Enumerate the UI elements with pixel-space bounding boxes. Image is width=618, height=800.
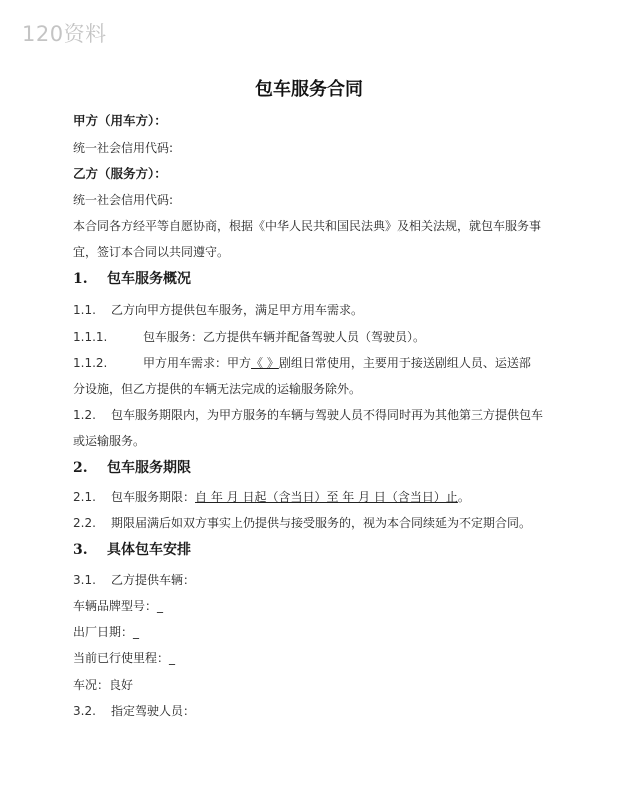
mileage-field: 当前已行使里程：_ (73, 651, 176, 665)
clause-2-1-pre: 包车服务期限： (111, 490, 196, 504)
section-3-heading (73, 542, 191, 558)
clause-1-1-1 (73, 329, 425, 345)
section-3-title: 具体包车安排 (107, 542, 191, 558)
section-1-heading (73, 271, 191, 287)
clause-1-1 (73, 302, 363, 318)
production-name-blank: 《 》 (251, 356, 279, 370)
vehicle-condition-field: 车况：良好 (73, 678, 134, 692)
clause-1-2 (73, 407, 543, 423)
manufacture-date-field: 出厂日期：_ (73, 625, 140, 639)
clause-2-1-end: 。 (457, 490, 470, 504)
preamble-line-1: 本合同各方经平等自愿协商，根据《中华人民共和国民法典》及相关法规，就包车服务事 (73, 219, 542, 233)
clause-1-2-line-2: 或运输服务。 (73, 434, 146, 448)
clause-3-2 (73, 703, 195, 719)
vehicle-model-field: 车辆品牌型号：_ (73, 599, 164, 613)
section-1-number: 1. (73, 271, 88, 287)
clause-2-2-number: 2.2. (73, 516, 96, 530)
party-b-label: 乙方（服务方）： (73, 166, 167, 181)
clause-1-1-1-text: 包车服务：乙方提供车辆并配备驾驶人员（驾驶员）。 (143, 330, 426, 344)
section-1-title: 包车服务概况 (107, 271, 191, 287)
section-3-number: 3. (73, 542, 88, 558)
clause-1-1-number: 1.1. (73, 303, 96, 317)
clause-3-1 (73, 572, 195, 588)
clause-1-2-text: 包车服务期限内，为甲方服务的车辆与驾驶人员不得同时再为其他第三方提供包车 (111, 408, 544, 422)
clause-1-1-2-pre: 甲方用车需求：甲方 (143, 356, 252, 370)
document-title: 包车服务合同 (255, 79, 363, 100)
clause-3-1-text: 乙方提供车辆： (111, 573, 196, 587)
clause-1-1-2 (73, 355, 531, 371)
clause-1-1-2-post: 剧组日常使用，主要用于接送剧组人员、运送部 (278, 356, 531, 370)
clause-3-2-text: 指定驾驶人员： (111, 704, 196, 718)
service-term-dates: 自 年 月 日起（含当日）至 年 月 日（含当日）止 (195, 490, 458, 504)
clause-1-1-1-number: 1.1.1. (73, 330, 108, 344)
section-2-number: 2. (73, 460, 88, 476)
clause-1-1-2-line-2: 分设施，但乙方提供的车辆无法完成的运输服务除外。 (73, 382, 362, 396)
section-2-title: 包车服务期限 (107, 460, 191, 476)
clause-1-1-text: 乙方向甲方提供包车服务，满足甲方用车需求。 (111, 303, 364, 317)
clause-1-1-2-number: 1.1.2. (73, 356, 108, 370)
clause-3-2-number: 3.2. (73, 704, 96, 718)
clause-2-2 (73, 515, 531, 531)
party-a-credit-code: 统一社会信用代码: (73, 141, 174, 155)
clause-2-2-text: 期限届满后如双方事实上仍提供与接受服务的，视为本合同续延为不定期合同。 (111, 516, 532, 530)
clause-1-2-number: 1.2. (73, 408, 96, 422)
party-b-credit-code: 统一社会信用代码: (73, 193, 174, 207)
clause-2-1 (73, 489, 470, 505)
section-2-heading (73, 460, 191, 476)
watermark: 120资料 (22, 22, 107, 46)
party-a-label: 甲方（用车方）： (73, 113, 167, 128)
preamble-line-2: 宜，签订本合同以共同遵守。 (73, 245, 230, 259)
clause-2-1-number: 2.1. (73, 490, 96, 504)
clause-3-1-number: 3.1. (73, 573, 96, 587)
